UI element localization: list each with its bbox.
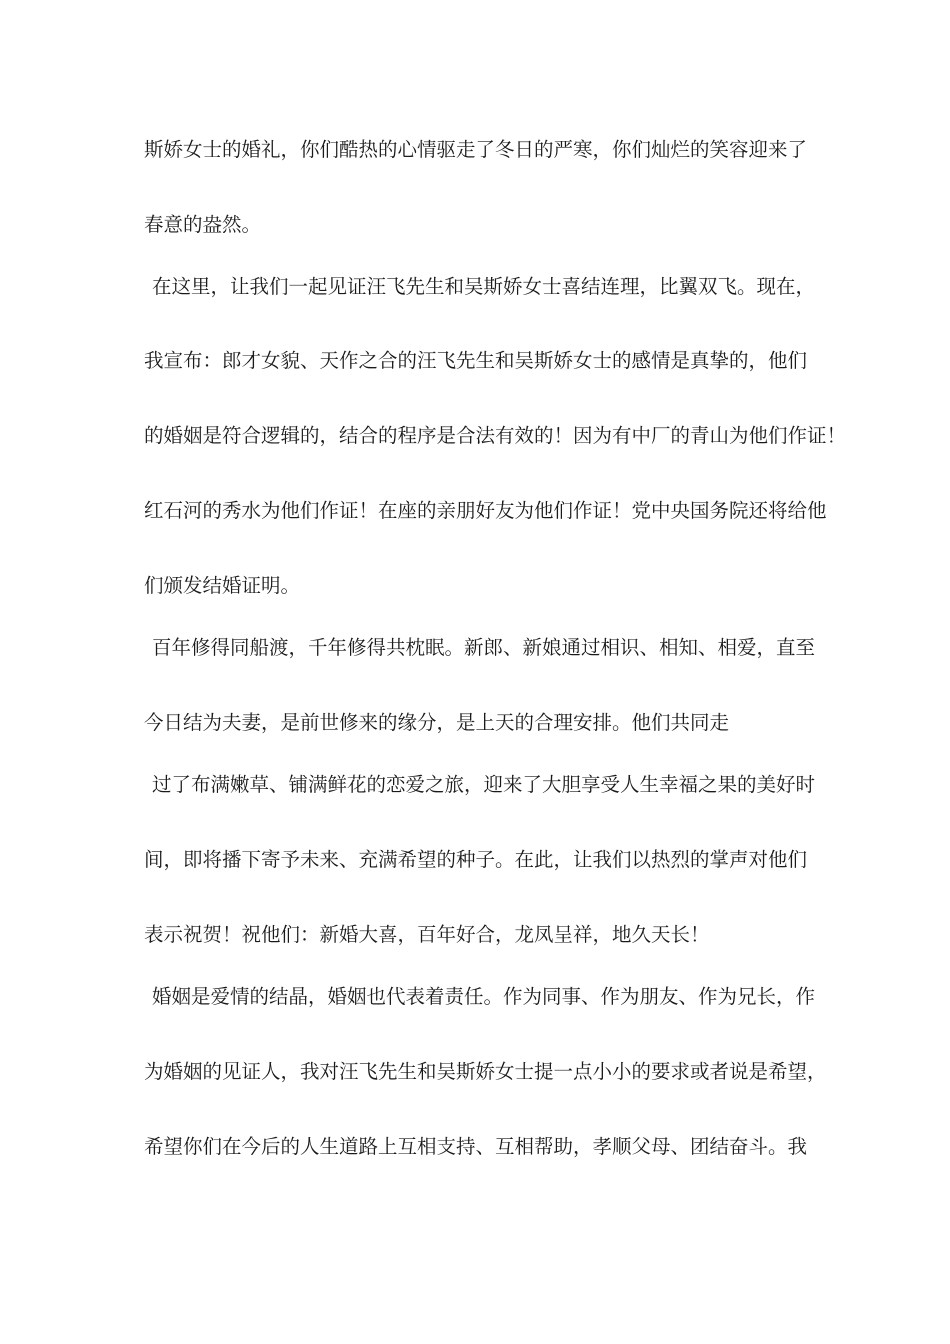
paragraph-start-line: 在这里，让我们一起见证汪飞先生和吴斯娇女士喜结连理，比翼双飞。现在，	[152, 275, 816, 298]
paragraph-start-line: 百年修得同船渡，千年修得共枕眠。新郎、新娘通过相识、相知、相爱，直至	[152, 636, 816, 659]
text-line: 为婚姻的见证人，我对汪飞先生和吴斯娇女士提一点小小的要求或者说是希望，	[144, 1060, 827, 1083]
text-line: 希望你们在今后的人生道路上互相支持、互相帮助，孝顺父母、团结奋斗。我	[144, 1135, 808, 1158]
paragraph-start-line: 过了布满嫩草、铺满鲜花的恋爱之旅，迎来了大胆享受人生幸福之果的美好时	[152, 773, 816, 796]
text-line: 的婚姻是符合逻辑的，结合的程序是合法有效的！因为有中厂的青山为他们作证！	[144, 424, 847, 447]
text-line: 今日结为夫妻，是前世修来的缘分，是上天的合理安排。他们共同走	[144, 711, 730, 734]
text-line: 红石河的秀水为他们作证！在座的亲朋好友为他们作证！党中央国务院还将给他	[144, 499, 827, 522]
text-line: 间，即将播下寄予未来、充满希望的种子。在此，让我们以热烈的掌声对他们	[144, 848, 808, 871]
paragraph-start-line: 婚姻是爱情的结晶，婚姻也代表着责任。作为同事、作为朋友、作为兄长，作	[152, 985, 816, 1008]
text-line: 表示祝贺！祝他们：新婚大喜，百年好合，龙凤呈祥，地久天长！	[144, 923, 710, 946]
text-line: 斯娇女士的婚礼，你们酷热的心情驱走了冬日的严寒，你们灿烂的笑容迎来了	[144, 138, 808, 161]
text-line: 我宣布：郎才女貌、天作之合的汪飞先生和吴斯娇女士的感情是真挚的，他们	[144, 349, 808, 372]
text-line: 们颁发结婚证明。	[144, 574, 301, 597]
text-line: 春意的盎然。	[144, 213, 262, 236]
